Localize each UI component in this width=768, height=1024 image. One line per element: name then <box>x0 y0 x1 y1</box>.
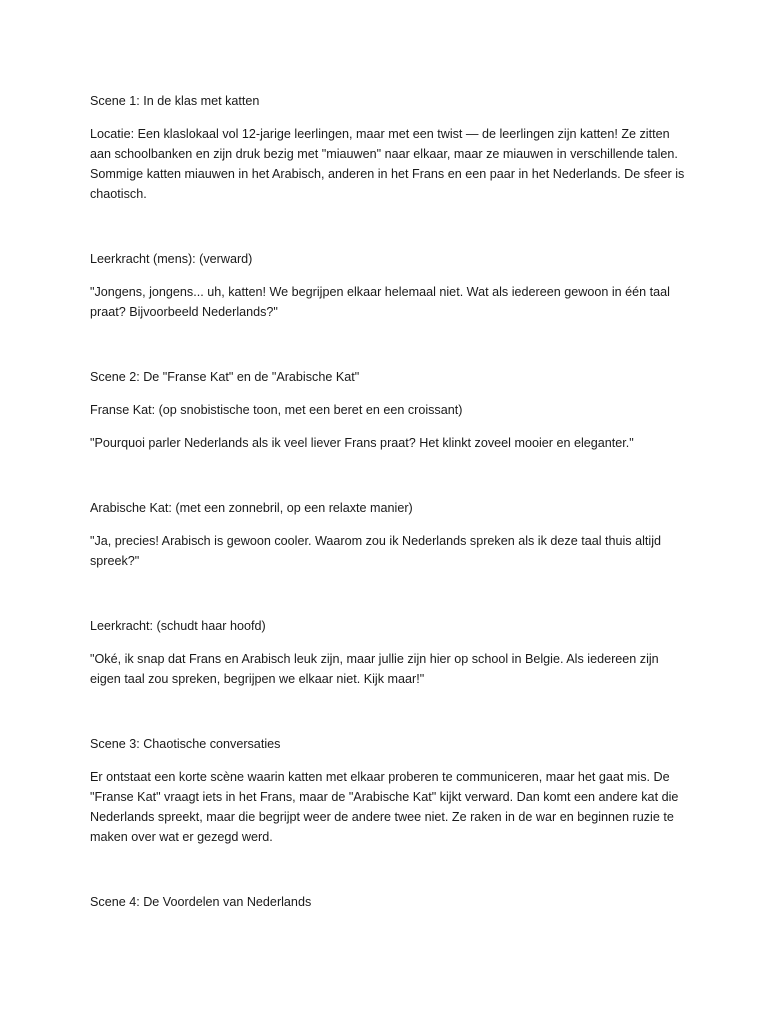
arabic-cat-label: Arabische Kat: (met een zonnebril, op een relaxte manier) <box>90 501 413 515</box>
scene1-location: Locatie: Een klaslokaal vol 12-jarige leerlingen, maar met een twist — de leerlingen zijn katten! Ze zitten aan schoolbanken en zijn druk bezig met "miauwen" naar elkaar, maar ze miauwen in verschillende talen. Sommige katten miauwen in het Arabisch, anderen in het Frans en een paar in het Nederlands. De sfeer is chaotisch. <box>90 127 685 201</box>
french-cat-label: Franse Kat: (op snobistische toon, met een beret en een croissant) <box>90 403 463 417</box>
scene1-heading: Scene 1: In de klas met katten <box>90 94 260 108</box>
french-cat-line: "Pourquoi parler Nederlands als ik veel liever Frans praat? Het klinkt zoveel mooier en eleganter." <box>90 436 634 450</box>
document-body <box>90 91 685 912</box>
scene2-heading: Scene 2: De "Franse Kat" en de "Arabische Kat" <box>90 370 360 384</box>
arabic-cat-line: "Ja, precies! Arabisch is gewoon cooler. Waarom zou ik Nederlands spreken als ik deze taal thuis altijd spreek?" <box>90 534 662 568</box>
teacher-line1-label: Leerkracht (mens): (verward) <box>90 252 253 266</box>
teacher-line2: "Oké, ik snap dat Frans en Arabisch leuk zijn, maar jullie zijn hier op school in Belgie. Als iedereen zijn eigen taal zou spreken, begrijpen we elkaar niet. Kijk maar!" <box>90 652 659 686</box>
teacher-line1: "Jongens, jongens... uh, katten! We begrijpen elkaar helemaal niet. Wat als iedereen gewoon in één taal praat? Bijvoorbeeld Nederlands?" <box>90 285 670 319</box>
scene3-text: Er ontstaat een korte scène waarin katten met elkaar proberen te communiceren, maar het gaat mis. De "Franse Kat" vraagt iets in het Frans, maar de "Arabische Kat" kijkt verward. Dan komt een andere kat die Nederlands spreekt, maar die begrijpt weer de andere twee niet. Ze raken in de war en beginnen ruzie te maken over wat er gezegd werd. <box>90 770 679 844</box>
scene3-heading: Scene 3: Chaotische conversaties <box>90 737 281 751</box>
teacher-line2-label: Leerkracht: (schudt haar hoofd) <box>90 619 266 633</box>
scene4-heading: Scene 4: De Voordelen van Nederlands <box>90 895 312 909</box>
